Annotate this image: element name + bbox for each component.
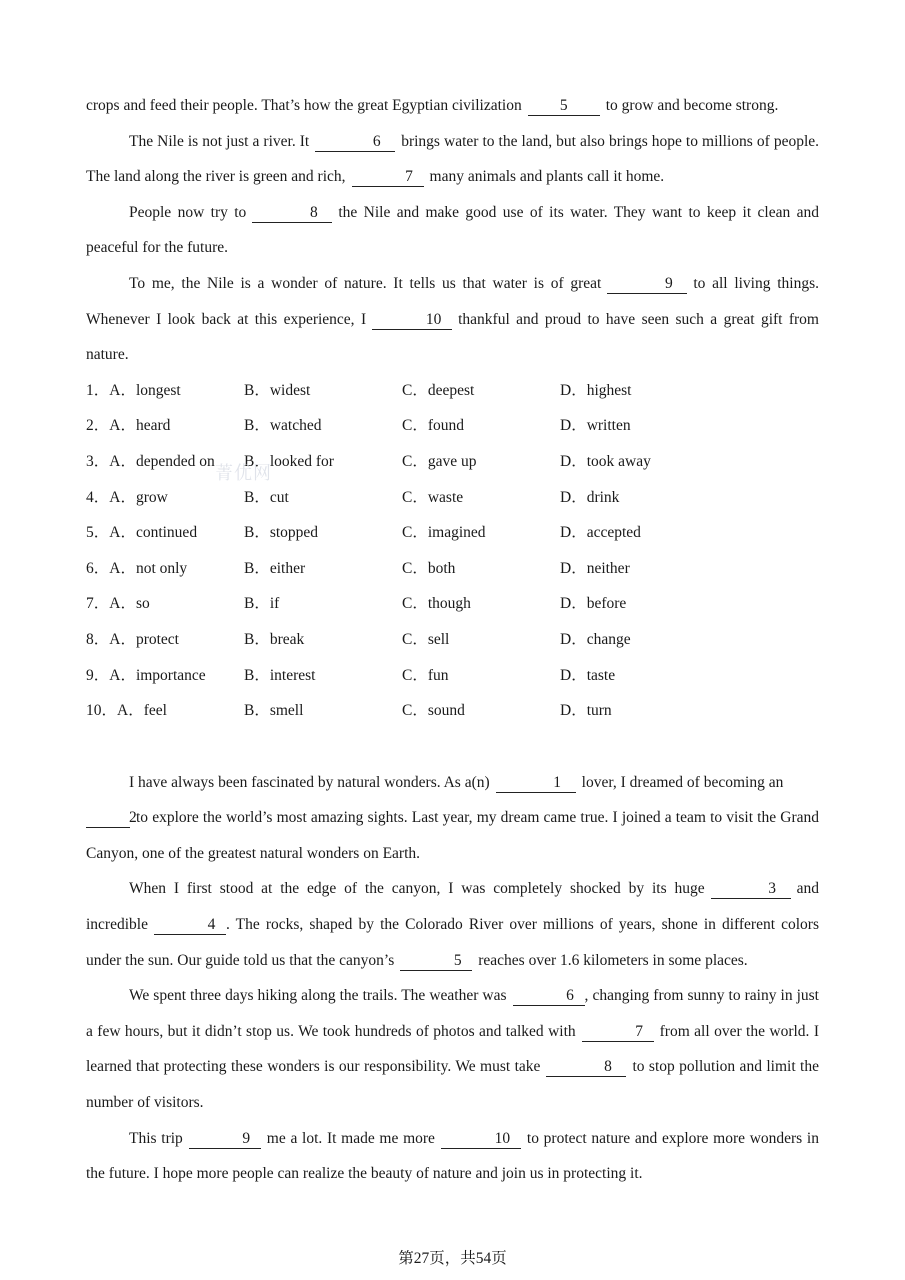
option-d: D．before	[560, 595, 627, 613]
option-a: 2．A．heard	[86, 417, 171, 435]
blank-10: 10	[372, 311, 452, 330]
page-footer: 第27页，共54页	[398, 1250, 507, 1267]
passage1-paragraph-2: The Nile is not just a river. It 6 brings water to the land, but also brings hope to millions of people. The land along the river is green and rich, 7 many animals and plants call it home.	[86, 132, 820, 186]
option-b: B．either	[244, 559, 306, 577]
option-b: B．break	[244, 630, 305, 648]
blank-9: 9	[189, 1130, 261, 1149]
option-b: B．looked for	[244, 452, 334, 470]
option-a: 7．A．so	[86, 595, 150, 613]
passage1-paragraph-3: People now try to 8 the Nile and make good use of its water. They want to keep it clean and peaceful for the future.	[86, 203, 819, 257]
option-c: C．gave up	[402, 452, 477, 470]
option-b: B．stopped	[244, 524, 319, 542]
option-d: D．neither	[560, 559, 630, 577]
passage2-paragraph-3: We spent three days hiking along the trails. The weather was 6 , changing from sunny to rainy in just a few hours, but it didn’t stop us. We took hundreds of photos and talked with 7 from all over the world. I learned that protecting these wonders is our responsibility. We must take 8 to stop pollution and limit the number of visitors.	[86, 987, 819, 1112]
blank-5: 5	[400, 952, 472, 971]
option-d: D．taste	[560, 666, 616, 684]
blank-6: 6	[513, 987, 585, 1006]
option-b: B．interest	[244, 666, 316, 684]
option-c: C．waste	[402, 488, 464, 506]
option-c: C．found	[402, 417, 465, 435]
question-row	[86, 658, 819, 694]
blank-5: 5	[528, 97, 600, 116]
question-row	[86, 551, 819, 587]
blank-9: 9	[607, 275, 687, 294]
option-a: 1．A．longest	[86, 381, 181, 399]
question-row	[86, 622, 819, 658]
option-b: B．cut	[244, 488, 289, 506]
passage2-paragraph-4: This trip 9 me a lot. It made me more 10 to protect nature and explore more wonders in the future. I hope more people can realize the beauty of nature and join us in protecting it.	[86, 1129, 819, 1183]
blank-6: 6	[315, 133, 395, 152]
question-row	[86, 480, 819, 516]
passage2-paragraph-2: When I first stood at the edge of the canyon, I was completely shocked by its huge 3 and incredible 4 . The rocks, shaped by the Colorado River over millions of years, shone in different colors under the sun. Our guide told us that the canyon’s 5 reaches over 1.6 kilometers in some places.	[86, 880, 819, 969]
passage1-paragraph-4: To me, the Nile is a wonder of nature. It tells us that water is of great 9 to all living things. Whenever I look back at this experience, I 10 thankful and proud to have seen such a great gift from nature.	[86, 274, 819, 364]
passage1-paragraph-1: crops and feed their people. That’s how the great Egyptian civilization 5 to grow and become strong.	[86, 97, 779, 114]
question-options	[86, 373, 819, 729]
blank-7: 7	[352, 168, 424, 187]
section-gap	[86, 729, 819, 765]
option-a: 9．A．importance	[86, 666, 206, 684]
option-c: C．sound	[402, 702, 465, 720]
option-b: B．if	[244, 595, 280, 613]
document-page	[86, 88, 819, 1192]
option-d: D．took away	[560, 452, 651, 470]
option-c: C．deepest	[402, 381, 475, 399]
option-d: D．turn	[560, 702, 612, 720]
option-a: 6．A．not only	[86, 559, 188, 577]
option-c: C．though	[402, 595, 471, 613]
option-d: D．written	[560, 417, 631, 435]
question-row	[86, 515, 819, 551]
option-c: C．both	[402, 559, 456, 577]
question-row	[86, 373, 819, 409]
question-row	[86, 444, 819, 480]
option-d: D．accepted	[560, 524, 641, 542]
blank-7: 7	[582, 1023, 654, 1042]
blank-8: 8	[252, 204, 332, 223]
option-b: B．smell	[244, 702, 304, 720]
blank-4: 4	[154, 916, 226, 935]
option-d: D．change	[560, 630, 631, 648]
option-a: 3．A．depended on	[86, 452, 215, 470]
watermark: 菁优网	[215, 463, 272, 484]
option-a: 10．A．feel	[86, 702, 167, 720]
option-c: C．fun	[402, 666, 449, 684]
blank-8: 8	[546, 1058, 626, 1077]
blank-2: 2	[86, 809, 130, 828]
question-row	[86, 693, 819, 729]
option-d: D．highest	[560, 381, 632, 399]
option-a: 8．A．protect	[86, 630, 179, 648]
option-a: 5．A．continued	[86, 524, 198, 542]
option-a: 4．A．grow	[86, 488, 168, 506]
option-c: C．sell	[402, 630, 450, 648]
option-b: B．widest	[244, 381, 311, 399]
option-c: C．imagined	[402, 524, 486, 542]
passage2-paragraph-1: I have always been fascinated by natural wonders. As a(n) 1 lover, I dreamed of becoming an 2to explore the world’s most amazing sights. Last year, my dream came true. I joined a team to visit the Grand Canyon, one of the greatest natural wonders on Earth.	[86, 773, 819, 862]
blank-10: 10	[441, 1130, 521, 1149]
blank-3: 3	[711, 880, 791, 899]
question-row	[86, 586, 819, 622]
option-b: B．watched	[244, 417, 322, 435]
blank-1: 1	[496, 774, 576, 793]
question-row	[86, 408, 819, 444]
option-d: D．drink	[560, 488, 620, 506]
